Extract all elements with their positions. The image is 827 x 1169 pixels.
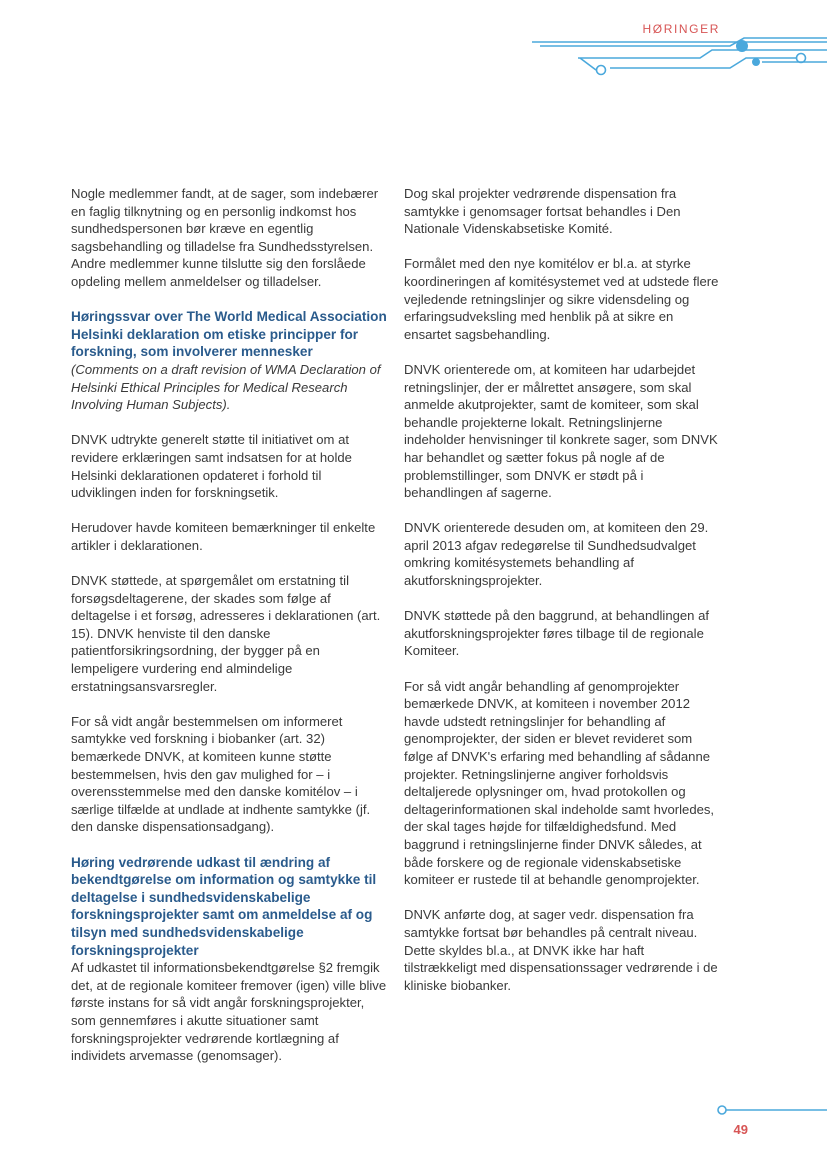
right-paragraph-2: Formålet med den nye komitélov er bl.a. at styrke koordineringen af komitésystemet ved at udstede flere vejledende retningslinjer og sikre vidensdeling og erfaringsudveksling med henblik på at sikre en ensartet sagsbehandling. xyxy=(404,256,719,342)
section-heading-helsinki: Høringssvar over The World Medical Association Helsinki deklaration om etiske principper for forskning, som involverer mennesker xyxy=(71,309,387,360)
right-paragraph-5: DNVK støttede på den baggrund, at behandlingen af akutforskningsprojekter føres tilbage til de regionale Komiteer. xyxy=(404,608,710,659)
right-paragraph-3: DNVK orienterede om, at komiteen har udarbejdet retningslinjer, der er målrettet ansøgere, som skal anmelde akutprojekter, samt de komiteer, som skal behandle projekterne lokalt. Retningslinjerne indeholder henvisninger til konkrete sager, som DNVK har behandlet og sætter fokus på nogle af de problemstillinger, som DNVK er stødt på i behandlingen af sagerne. xyxy=(404,361,718,501)
right-paragraph-4: DNVK orienterede desuden om, at komiteen den 29. april 2013 afgav redegørelse til Sundhedsudvalget omkring komitésystemets behandling af akutforskningsprojekter. xyxy=(404,520,709,589)
right-paragraph-6: For så vidt angår behandling af genomprojekter bemærkede DNVK, at komiteen i november 2012 havde udstedt retningslinjer for behandling af genomprojekter, der siden er blevet revideret som følge af DNVK's erfaring med behandling af sådanne projekter. Retningslinjerne angiver forholdsvis deltaljerede oplysninger om, hvad protokollen og deltagerinformationen skal indeholde samt hvorledes, der skal tages højde for tilfældighedsfund. Med baggrund i retningslinjerne finder DNVK således, at både forskere og de regionale videnskabsetiske komiteer er rustede til at behandle genomprojekter. xyxy=(404,678,715,888)
left-paragraph-3: Herudover havde komiteen bemærkninger til enkelte artikler i deklarationen. xyxy=(71,520,376,553)
left-paragraph-5: For så vidt angår bestemmelsen om informeret samtykke ved forskning i biobanker (art. 32) bemærkede DNVK, at komiteen kunne støtte bestemmelsen, hvis den gav mulighed for – i overensstemmelse med den danske komitélov – i særlige tilfælde at undlade at indhente samtykke (jf. den danske dispensationsadgang). xyxy=(71,713,371,835)
right-paragraph-7: DNVK anførte dog, at sager vedr. dispensation fra samtykke fortsat bør behandles på centralt niveau. Dette skyldes bl.a., at DNVK ikke har haft tilstrækkeligt med dispensationssager vedrørende i de kliniske biobanker. xyxy=(404,907,718,993)
circuit-decoration xyxy=(500,36,827,86)
right-column xyxy=(404,185,720,994)
section-subheading-helsinki: (Comments on a draft revision of WMA Declaration of Helsinki Ethical Principles for Medical Research Involving Human Subjects). xyxy=(71,361,381,413)
left-column xyxy=(71,185,387,1065)
footer-line-decoration xyxy=(700,1104,827,1116)
left-paragraph-1: Nogle medlemmer fandt, at de sager, som indebærer en faglig tilknytning og en personlig indkomst hos sundhedspersonen bør kræve en egentlig sagsbehandling og tilladelse fra Sundhedsstyrelsen. Andre medlemmer kunne tilslutte sig den forslåede opdeling mellem anmeldelser og tilladelser. xyxy=(71,186,379,289)
left-paragraph-6: Af udkastet til informationsbekendtgørelse §2 fremgik det, at de regionale komiteer fremover (igen) ville blive første instans for så vidt angår forskningsprojekter, som gennemføres i akutte situationer samt forskningsprojekter vedrørende kortlægning af individets arvemasse (genomsager). xyxy=(71,960,387,1064)
page-number: 49 xyxy=(733,1122,748,1137)
left-paragraph-4: DNVK støttede, at spørgemålet om erstatning til forsøgsdeltagerene, der skades som følge af deltagelse i et forsøg, adresseres i deklarationen (art. 15). DNVK henviste til den danske patientforsikringsordning, der bygger på en lempeligere vurdering end almindelige erstatningsansvarsregler. xyxy=(71,573,381,694)
section-label: HØRINGER xyxy=(642,22,720,36)
section-heading-bekendtgorelse: Høring vedrørende udkast til ændring af bekendtgørelse om information og samtykke til deltagelse i sundhedsvidenskabelige forskningsprojekter samt om anmeldelse af og tilsyn med sundhedsvidenskabelige forskningsprojekter xyxy=(71,854,377,958)
right-paragraph-1: Dog skal projekter vedrørende dispensation fra samtykke i genomsager fortsat behandles i Den Nationale Videnskabsetiske Komité. xyxy=(404,186,681,237)
left-paragraph-2: DNVK udtrykte generelt støtte til initiativet om at revidere erklæringen samt indsatsen for at holde Helsinki deklarationen opdateret i forhold til udviklingen inden for forskningsetik. xyxy=(71,432,352,501)
